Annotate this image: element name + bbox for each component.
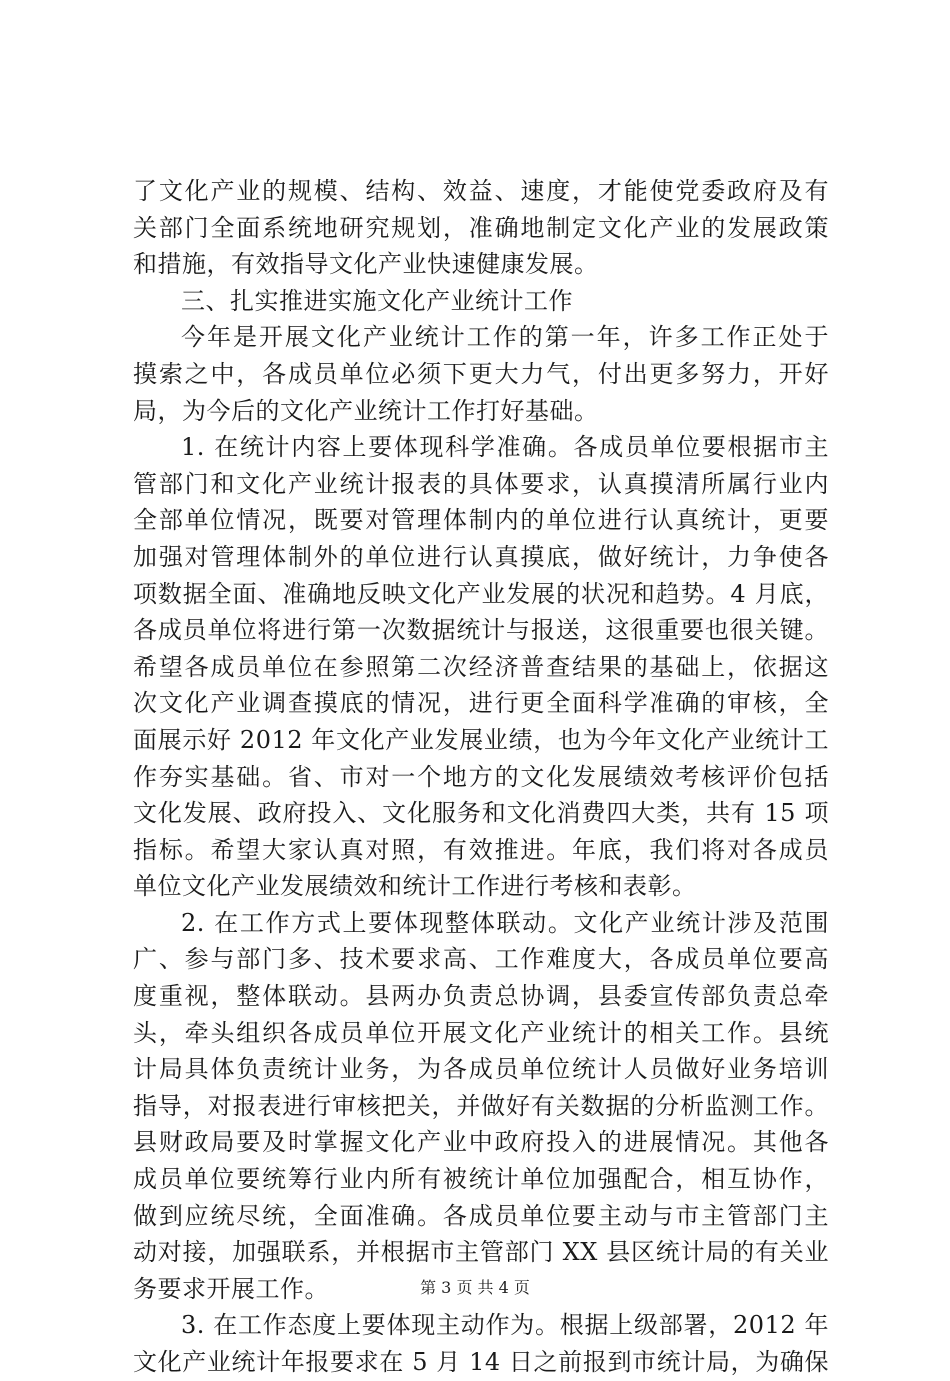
text-line: 务要求开展工作。 [133,1274,329,1303]
text-line: 动对接，加强联系，并根据市主管部门 XX 县区统计局的有关业 [133,1238,829,1267]
text-line: 单位文化产业发展绩效和统计工作进行考核和表彰。 [133,872,697,901]
text-line: 和措施，有效指导文化产业快速健康发展。 [133,250,599,279]
text-line: 2. 在工作方式上要体现整体联动。文化产业统计涉及范围 [181,908,829,937]
text-line: 成员单位要统筹行业内所有被统计单位加强配合，相互协作， [133,1165,829,1194]
page-number-footer: 第 3 页 共 4 页 [420,1278,530,1297]
body-text [133,173,829,1381]
text-line: 县财政局要及时掌握文化产业中政府投入的进展情况。其他各 [133,1128,829,1157]
text-line: 今年是开展文化产业统计工作的第一年，许多工作正处于 [181,323,829,352]
text-line: 度重视，整体联动。县两办负责总协调，县委宣传部负责总牵 [133,982,829,1011]
text-line: 了文化产业的规模、结构、效益、速度，才能使党委政府及有 [133,177,829,205]
text-line: 指标。希望大家认真对照，有效推进。年底，我们将对各成员 [133,835,829,864]
text-line: 管部门和文化产业统计报表的具体要求，认真摸清所属行业内 [133,469,829,498]
text-line: 次文化产业调查摸底的情况，进行更全面科学准确的审核，全 [133,689,829,718]
text-line: 广、参与部门多、技术要求高、工作难度大，各成员单位要高 [133,945,829,974]
text-line: 摸索之中，各成员单位必须下更大力气，付出更多努力，开好 [133,359,829,388]
text-line: 头，牵头组织各成员单位开展文化产业统计的相关工作。县统 [133,1018,829,1047]
text-line: 3. 在工作态度上要体现主动作为。根据上级部署，2012 年 [181,1311,829,1340]
section-heading: 三、扎实推进实施文化产业统计工作 [181,286,573,315]
text-line: 作夯实基础。省、市对一个地方的文化发展绩效考核评价包括 [133,762,829,791]
text-line: 加强对管理体制外的单位进行认真摸底，做好统计，力争使各 [133,542,829,571]
text-line: 做到应统尽统，全面准确。各成员单位要主动与市主管部门主 [133,1201,829,1230]
text-line: 局，为今后的文化产业统计工作打好基础。 [133,396,599,425]
text-line: 1. 在统计内容上要体现科学准确。各成员单位要根据市主 [181,433,829,462]
text-line: 面展示好 2012 年文化产业发展业绩，也为今年文化产业统计工 [133,725,829,754]
text-line: 指导，对报表进行审核把关，并做好有关数据的分析监测工作。 [133,1091,829,1120]
text-line: 关部门全面系统地研究规划，准确地制定文化产业的发展政策 [133,213,829,242]
text-line: 计局具体负责统计业务，为各成员单位统计人员做好业务培训 [133,1055,829,1084]
text-line: 项数据全面、准确地反映文化产业发展的状况和趋势。4 月底， [133,579,829,608]
text-line: 全部单位情况，既要对管理体制内的单位进行认真统计，更要 [133,506,829,535]
text-line: 希望各成员单位在参照第二次经济普查结果的基础上，依据这 [133,652,829,681]
text-line: 各成员单位将进行第一次数据统计与报送，这很重要也很关键。 [133,616,829,645]
text-line: 文化产业统计年报要求在 5 月 14 日之前报到市统计局，为确保 [133,1348,829,1376]
text-line: 文化发展、政府投入、文化服务和文化消费四大类，共有 15 项 [133,799,829,828]
